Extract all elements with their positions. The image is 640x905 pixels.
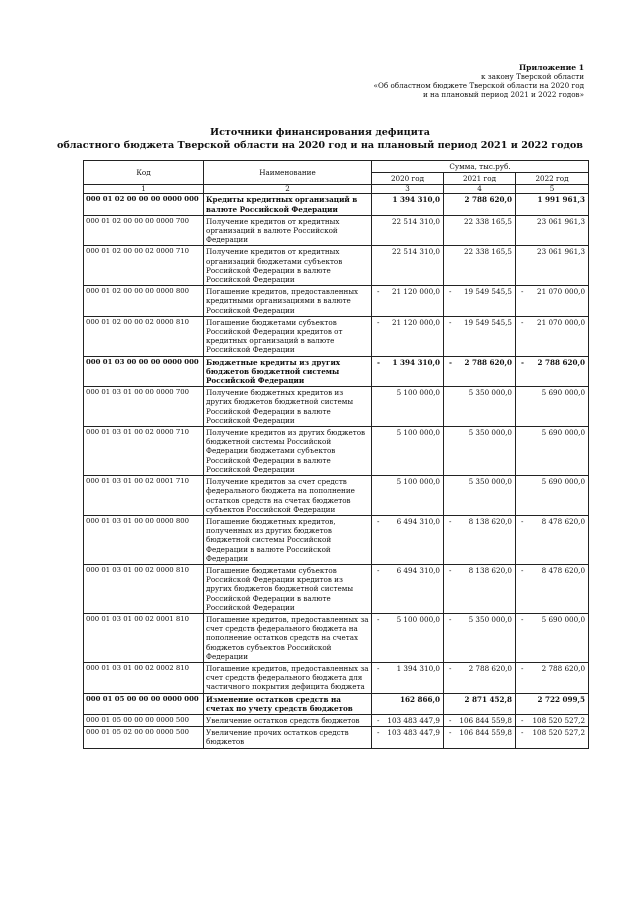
row-value-2021	[444, 515, 516, 564]
row-value-text: 21 070 000,0	[537, 317, 586, 327]
minus-sign: -	[377, 728, 380, 738]
table-row	[84, 246, 589, 286]
row-value-text: 6 494 310,0	[396, 565, 440, 575]
col-index: 2	[204, 185, 372, 194]
row-code: 000 01 05 02 00 00 0000 500	[84, 727, 204, 748]
row-value-text: 103 483 447,9	[387, 728, 440, 738]
row-value-2022	[516, 662, 589, 693]
appendix-line: к закону Тверской области	[480, 72, 584, 81]
row-value-2020	[372, 286, 444, 317]
row-value-2021: 2 871 452,8	[444, 693, 516, 714]
table-row	[84, 564, 589, 613]
row-value-2020	[372, 662, 444, 693]
row-value-text: 2 788 620,0	[468, 663, 512, 673]
row-value-text: 21 070 000,0	[537, 287, 586, 297]
row-value-2022	[516, 727, 589, 748]
minus-sign: -	[521, 715, 524, 725]
row-value-2022: 5 690 000,0	[516, 387, 589, 427]
row-value-2021	[444, 316, 516, 356]
row-value-text: 5 100 000,0	[396, 614, 440, 624]
row-value-2020	[372, 727, 444, 748]
title-line: областного бюджета Тверской области на 2020 год и на плановый период 2021 и 2022 годов	[57, 140, 583, 151]
appendix-line: «Об областном бюджете Тверской области на 2020 год	[373, 81, 584, 90]
row-value-text: 103 483 447,9	[387, 715, 440, 725]
table-row	[84, 316, 589, 356]
minus-sign: -	[449, 287, 452, 297]
col-sum-header: Сумма, тыс.руб.	[372, 161, 589, 173]
minus-sign: -	[521, 317, 524, 327]
row-value-2020	[372, 356, 444, 387]
table-row	[84, 693, 589, 714]
row-code: 000 01 03 00 00 00 0000 000	[84, 356, 204, 387]
page-title	[0, 126, 640, 152]
row-value-2021: 22 338 165,5	[444, 246, 516, 286]
appendix-title: Приложение 1	[519, 63, 584, 72]
row-name: Получение бюджетных кредитов из других бюджетов бюджетной системы Российской Федерации в валюте Российской Федерации	[204, 387, 372, 427]
minus-sign: -	[377, 516, 380, 526]
row-value-2021: 5 350 000,0	[444, 387, 516, 427]
row-value-2021	[444, 564, 516, 613]
financing-sources-table	[83, 160, 589, 749]
row-value-text: 6 494 310,0	[396, 516, 440, 526]
row-value-text: 108 520 527,2	[532, 715, 586, 725]
row-value-2020: 5 100 000,0	[372, 427, 444, 476]
row-value-2020: 162 866,0	[372, 693, 444, 714]
row-code: 000 01 05 00 00 00 0000 500	[84, 714, 204, 726]
row-code: 000 01 02 00 00 00 0000 800	[84, 286, 204, 317]
row-value-2021: 5 350 000,0	[444, 427, 516, 476]
row-name: Бюджетные кредиты из других бюджетов бюджетной системы Российской Федерации	[204, 356, 372, 387]
row-value-2021: 5 350 000,0	[444, 476, 516, 516]
row-code: 000 01 03 01 00 02 0000 710	[84, 427, 204, 476]
row-name: Погашение бюджетных кредитов, полученных из других бюджетов бюджетной системы Российской Федерации в валюте Российской Федерации	[204, 515, 372, 564]
minus-sign: -	[521, 663, 524, 673]
minus-sign: -	[377, 663, 380, 673]
year-header: 2020 год	[372, 173, 444, 185]
row-value-2022: 5 690 000,0	[516, 476, 589, 516]
minus-sign: -	[449, 565, 452, 575]
table-row	[84, 662, 589, 693]
minus-sign: -	[377, 614, 380, 624]
minus-sign: -	[377, 565, 380, 575]
table-row	[84, 427, 589, 476]
col-index: 3	[372, 185, 444, 194]
table-header	[84, 161, 589, 194]
row-code: 000 01 03 01 00 02 0001 810	[84, 613, 204, 662]
row-value-2022: 5 690 000,0	[516, 427, 589, 476]
table-row	[84, 476, 589, 516]
row-value-text: 19 549 545,5	[463, 287, 512, 297]
row-value-2021	[444, 662, 516, 693]
row-value-text: 1 394 310,0	[396, 663, 440, 673]
row-value-text: 21 120 000,0	[391, 317, 440, 327]
row-value-text: 2 788 620,0	[537, 357, 586, 367]
row-name: Погашение кредитов, предоставленных за счет средств федерального бюджета на пополнение остатков средств на счетах бюджетов субъектов Российской Федерации	[204, 613, 372, 662]
row-code: 000 01 02 00 00 00 0000 700	[84, 215, 204, 246]
row-name: Изменение остатков средств на счетах по учету средств бюджетов	[204, 693, 372, 714]
table-row	[84, 356, 589, 387]
row-code: 000 01 02 00 00 02 0000 810	[84, 316, 204, 356]
row-value-2021: 2 788 620,0	[444, 194, 516, 215]
row-code: 000 01 03 01 00 00 0000 700	[84, 387, 204, 427]
minus-sign: -	[377, 287, 380, 297]
row-code: 000 01 05 00 00 00 0000 000	[84, 693, 204, 714]
row-code: 000 01 03 01 00 02 0000 810	[84, 564, 204, 613]
row-name: Получение кредитов за счет средств федерального бюджета на пополнение остатков средств на счетах бюджетов субъектов Российской Федерации	[204, 476, 372, 516]
minus-sign: -	[449, 715, 452, 725]
row-code: 000 01 03 01 00 00 0000 800	[84, 515, 204, 564]
row-value-2022	[516, 564, 589, 613]
minus-sign: -	[449, 663, 452, 673]
row-value-2020	[372, 564, 444, 613]
row-value-text: 8 478 620,0	[541, 565, 586, 575]
row-value-text: 21 120 000,0	[391, 287, 440, 297]
minus-sign: -	[377, 317, 380, 327]
row-value-2020: 22 514 310,0	[372, 246, 444, 286]
minus-sign: -	[521, 728, 524, 738]
row-name: Погашение кредитов, предоставленных кредитными организациями в валюте Российской Федерации	[204, 286, 372, 317]
row-code: 000 01 03 01 00 02 0001 710	[84, 476, 204, 516]
table-row	[84, 194, 589, 215]
row-value-2021: 22 338 165,5	[444, 215, 516, 246]
row-code: 000 01 02 00 00 02 0000 710	[84, 246, 204, 286]
row-value-2020	[372, 515, 444, 564]
row-value-text: 5 350 000,0	[468, 614, 512, 624]
year-header: 2022 год	[516, 173, 589, 185]
row-name: Получение кредитов от кредитных организаций бюджетами субъектов Российской Федерации в валюте Российской Федерации	[204, 246, 372, 286]
row-value-2022: 2 722 099,5	[516, 693, 589, 714]
row-value-2020: 5 100 000,0	[372, 387, 444, 427]
row-value-text: 108 520 527,2	[532, 728, 586, 738]
row-value-text: 8 478 620,0	[541, 516, 586, 526]
row-name: Получение кредитов от кредитных организаций в валюте Российской Федерации	[204, 215, 372, 246]
row-value-text: 5 690 000,0	[541, 614, 586, 624]
col-index: 1	[84, 185, 204, 194]
row-value-2021	[444, 613, 516, 662]
row-value-2022	[516, 515, 589, 564]
row-code: 000 01 03 01 00 02 0002 810	[84, 662, 204, 693]
row-code: 000 01 02 00 00 00 0000 000	[84, 194, 204, 215]
table-row	[84, 727, 589, 748]
row-value-2021	[444, 714, 516, 726]
row-value-2022	[516, 286, 589, 317]
minus-sign: -	[449, 357, 452, 367]
col-index: 5	[516, 185, 589, 194]
minus-sign: -	[377, 715, 380, 725]
row-value-text: 2 788 620,0	[464, 357, 512, 367]
row-value-2021	[444, 356, 516, 387]
table-row	[84, 613, 589, 662]
row-name: Погашение бюджетами субъектов Российской Федерации кредитов от кредитных организаций в валюте Российской Федерации	[204, 316, 372, 356]
minus-sign: -	[449, 614, 452, 624]
row-value-text: 8 138 620,0	[468, 516, 512, 526]
row-value-2022	[516, 613, 589, 662]
col-code-header: Код	[84, 161, 204, 185]
appendix-line: и на плановый период 2021 и 2022 годов»	[422, 90, 584, 99]
minus-sign: -	[521, 516, 524, 526]
minus-sign: -	[521, 287, 524, 297]
row-value-2022: 1 991 961,3	[516, 194, 589, 215]
minus-sign: -	[521, 565, 524, 575]
minus-sign: -	[449, 728, 452, 738]
col-name-header: Наименование	[204, 161, 372, 185]
table-row	[84, 286, 589, 317]
minus-sign: -	[521, 357, 524, 367]
minus-sign: -	[449, 516, 452, 526]
col-index: 4	[444, 185, 516, 194]
row-value-text: 1 394 310,0	[392, 357, 440, 367]
row-name: Погашение кредитов, предоставленных за счет средств федерального бюджета для частичного покрытия дефицита бюджета	[204, 662, 372, 693]
row-value-2021	[444, 727, 516, 748]
row-value-2021	[444, 286, 516, 317]
minus-sign: -	[377, 357, 380, 367]
title-line: Источники финансирования дефицита	[210, 127, 430, 138]
row-value-2020: 5 100 000,0	[372, 476, 444, 516]
row-value-2020: 22 514 310,0	[372, 215, 444, 246]
table-row	[84, 714, 589, 726]
appendix-block	[374, 63, 584, 99]
row-value-2022	[516, 714, 589, 726]
table-row	[84, 515, 589, 564]
row-value-2020	[372, 613, 444, 662]
row-value-2022	[516, 356, 589, 387]
row-value-text: 106 844 559,8	[459, 715, 512, 725]
table-body	[84, 194, 589, 748]
table-row	[84, 215, 589, 246]
row-name: Увеличение остатков средств бюджетов	[204, 714, 372, 726]
row-name: Погашение бюджетами субъектов Российской Федерации кредитов из других бюджетов бюджетной системы Российской Федерации в валюте Российской Федерации	[204, 564, 372, 613]
row-value-2020	[372, 714, 444, 726]
row-name: Кредиты кредитных организаций в валюте Российской Федерации	[204, 194, 372, 215]
row-value-2022: 23 061 961,3	[516, 215, 589, 246]
row-value-2020: 1 394 310,0	[372, 194, 444, 215]
row-value-2020	[372, 316, 444, 356]
row-name: Увеличение прочих остатков средств бюджетов	[204, 727, 372, 748]
row-value-text: 8 138 620,0	[468, 565, 512, 575]
row-value-2022: 23 061 961,3	[516, 246, 589, 286]
table-row	[84, 387, 589, 427]
row-value-text: 106 844 559,8	[459, 728, 512, 738]
row-value-text: 19 549 545,5	[463, 317, 512, 327]
row-value-text: 2 788 620,0	[541, 663, 586, 673]
year-header: 2021 год	[444, 173, 516, 185]
minus-sign: -	[521, 614, 524, 624]
row-name: Получение кредитов из других бюджетов бюджетной системы Российской Федерации бюджетами субъектов Российской Федерации в валюте Российской Федерации	[204, 427, 372, 476]
row-value-2022	[516, 316, 589, 356]
minus-sign: -	[449, 317, 452, 327]
